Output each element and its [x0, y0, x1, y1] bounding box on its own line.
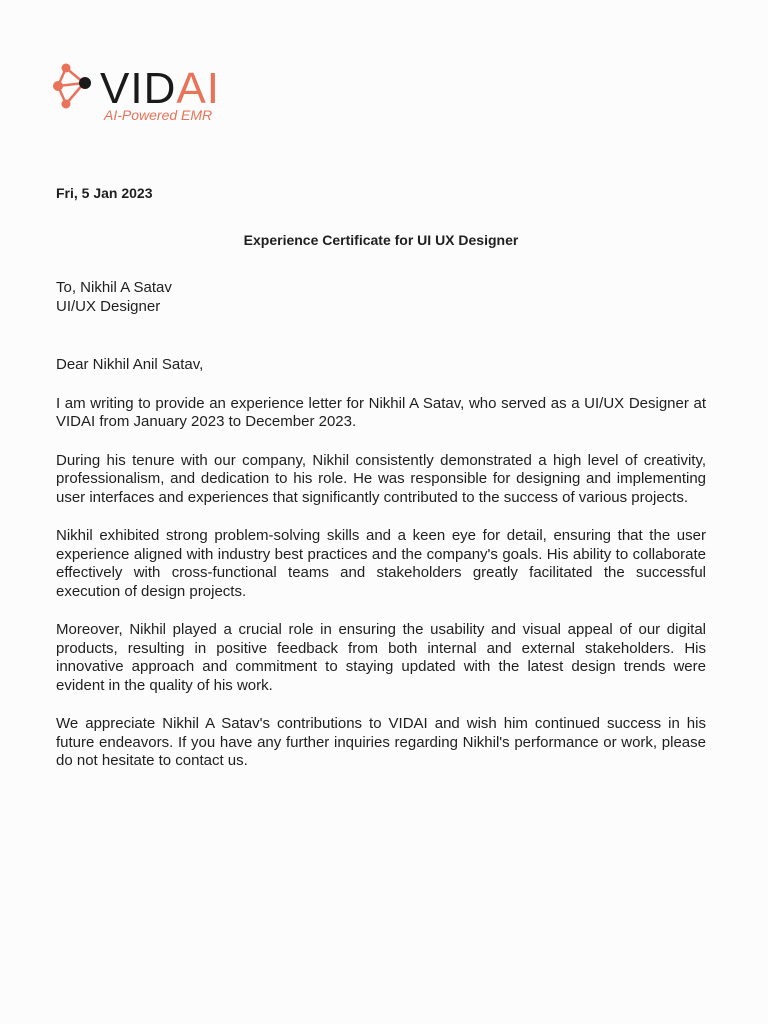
recipient-title: UI/UX Designer [56, 297, 161, 315]
salutation: Dear Nikhil Anil Satav, [56, 356, 204, 373]
letter-subject: Experience Certificate for UI UX Designer [243, 231, 519, 248]
logo-name-part1: VID [100, 64, 177, 113]
logo-name-part2: AI [176, 64, 220, 113]
letter-date: Fri, 5 Jan 2023 [56, 185, 153, 201]
network-node-icon [53, 64, 91, 109]
logo-tagline: AI-Powered EMR [104, 107, 213, 123]
paragraph: During his tenure with our company, Nikhil consistently demonstrated a high level of creativity, professionalism, and dedication to his role. He was responsible for designing and implementing user interfaces and experiences that significantly contributed to the success of various projects. [56, 451, 706, 506]
recipient-name: To, Nikhil A Satav [56, 279, 172, 296]
company-logo [52, 56, 272, 128]
paragraph: Moreover, Nikhil played a crucial role in ensuring the usability and visual appeal of our digital products, resulting in positive feedback from both internal and external stakeholders. His innovative approach and commitment to staying updated with the latest design trends were evident in the quality of his work. [56, 621, 706, 694]
paragraph: I am writing to provide an experience letter for Nikhil A Satav, who served as a UI/UX Designer at VIDAI from January 2023 to December 2023. [56, 394, 706, 430]
paragraph: Nikhil exhibited strong problem-solving skills and a keen eye for detail, ensuring that the user experience aligned with industry best practices and the company's goals. His ability to collaborate effectively with cross-functional teams and stakeholders greatly facilitated the successful execution of design projects. [56, 527, 706, 600]
svg-text:VIDAI [100, 64, 220, 113]
letter-body [56, 184, 706, 771]
paragraph: We appreciate Nikhil A Satav's contributions to VIDAI and wish him continued success in his future endeavors. If you have any further inquiries regarding Nikhil's performance or work, please do not hesitate to contact us. [56, 715, 706, 769]
